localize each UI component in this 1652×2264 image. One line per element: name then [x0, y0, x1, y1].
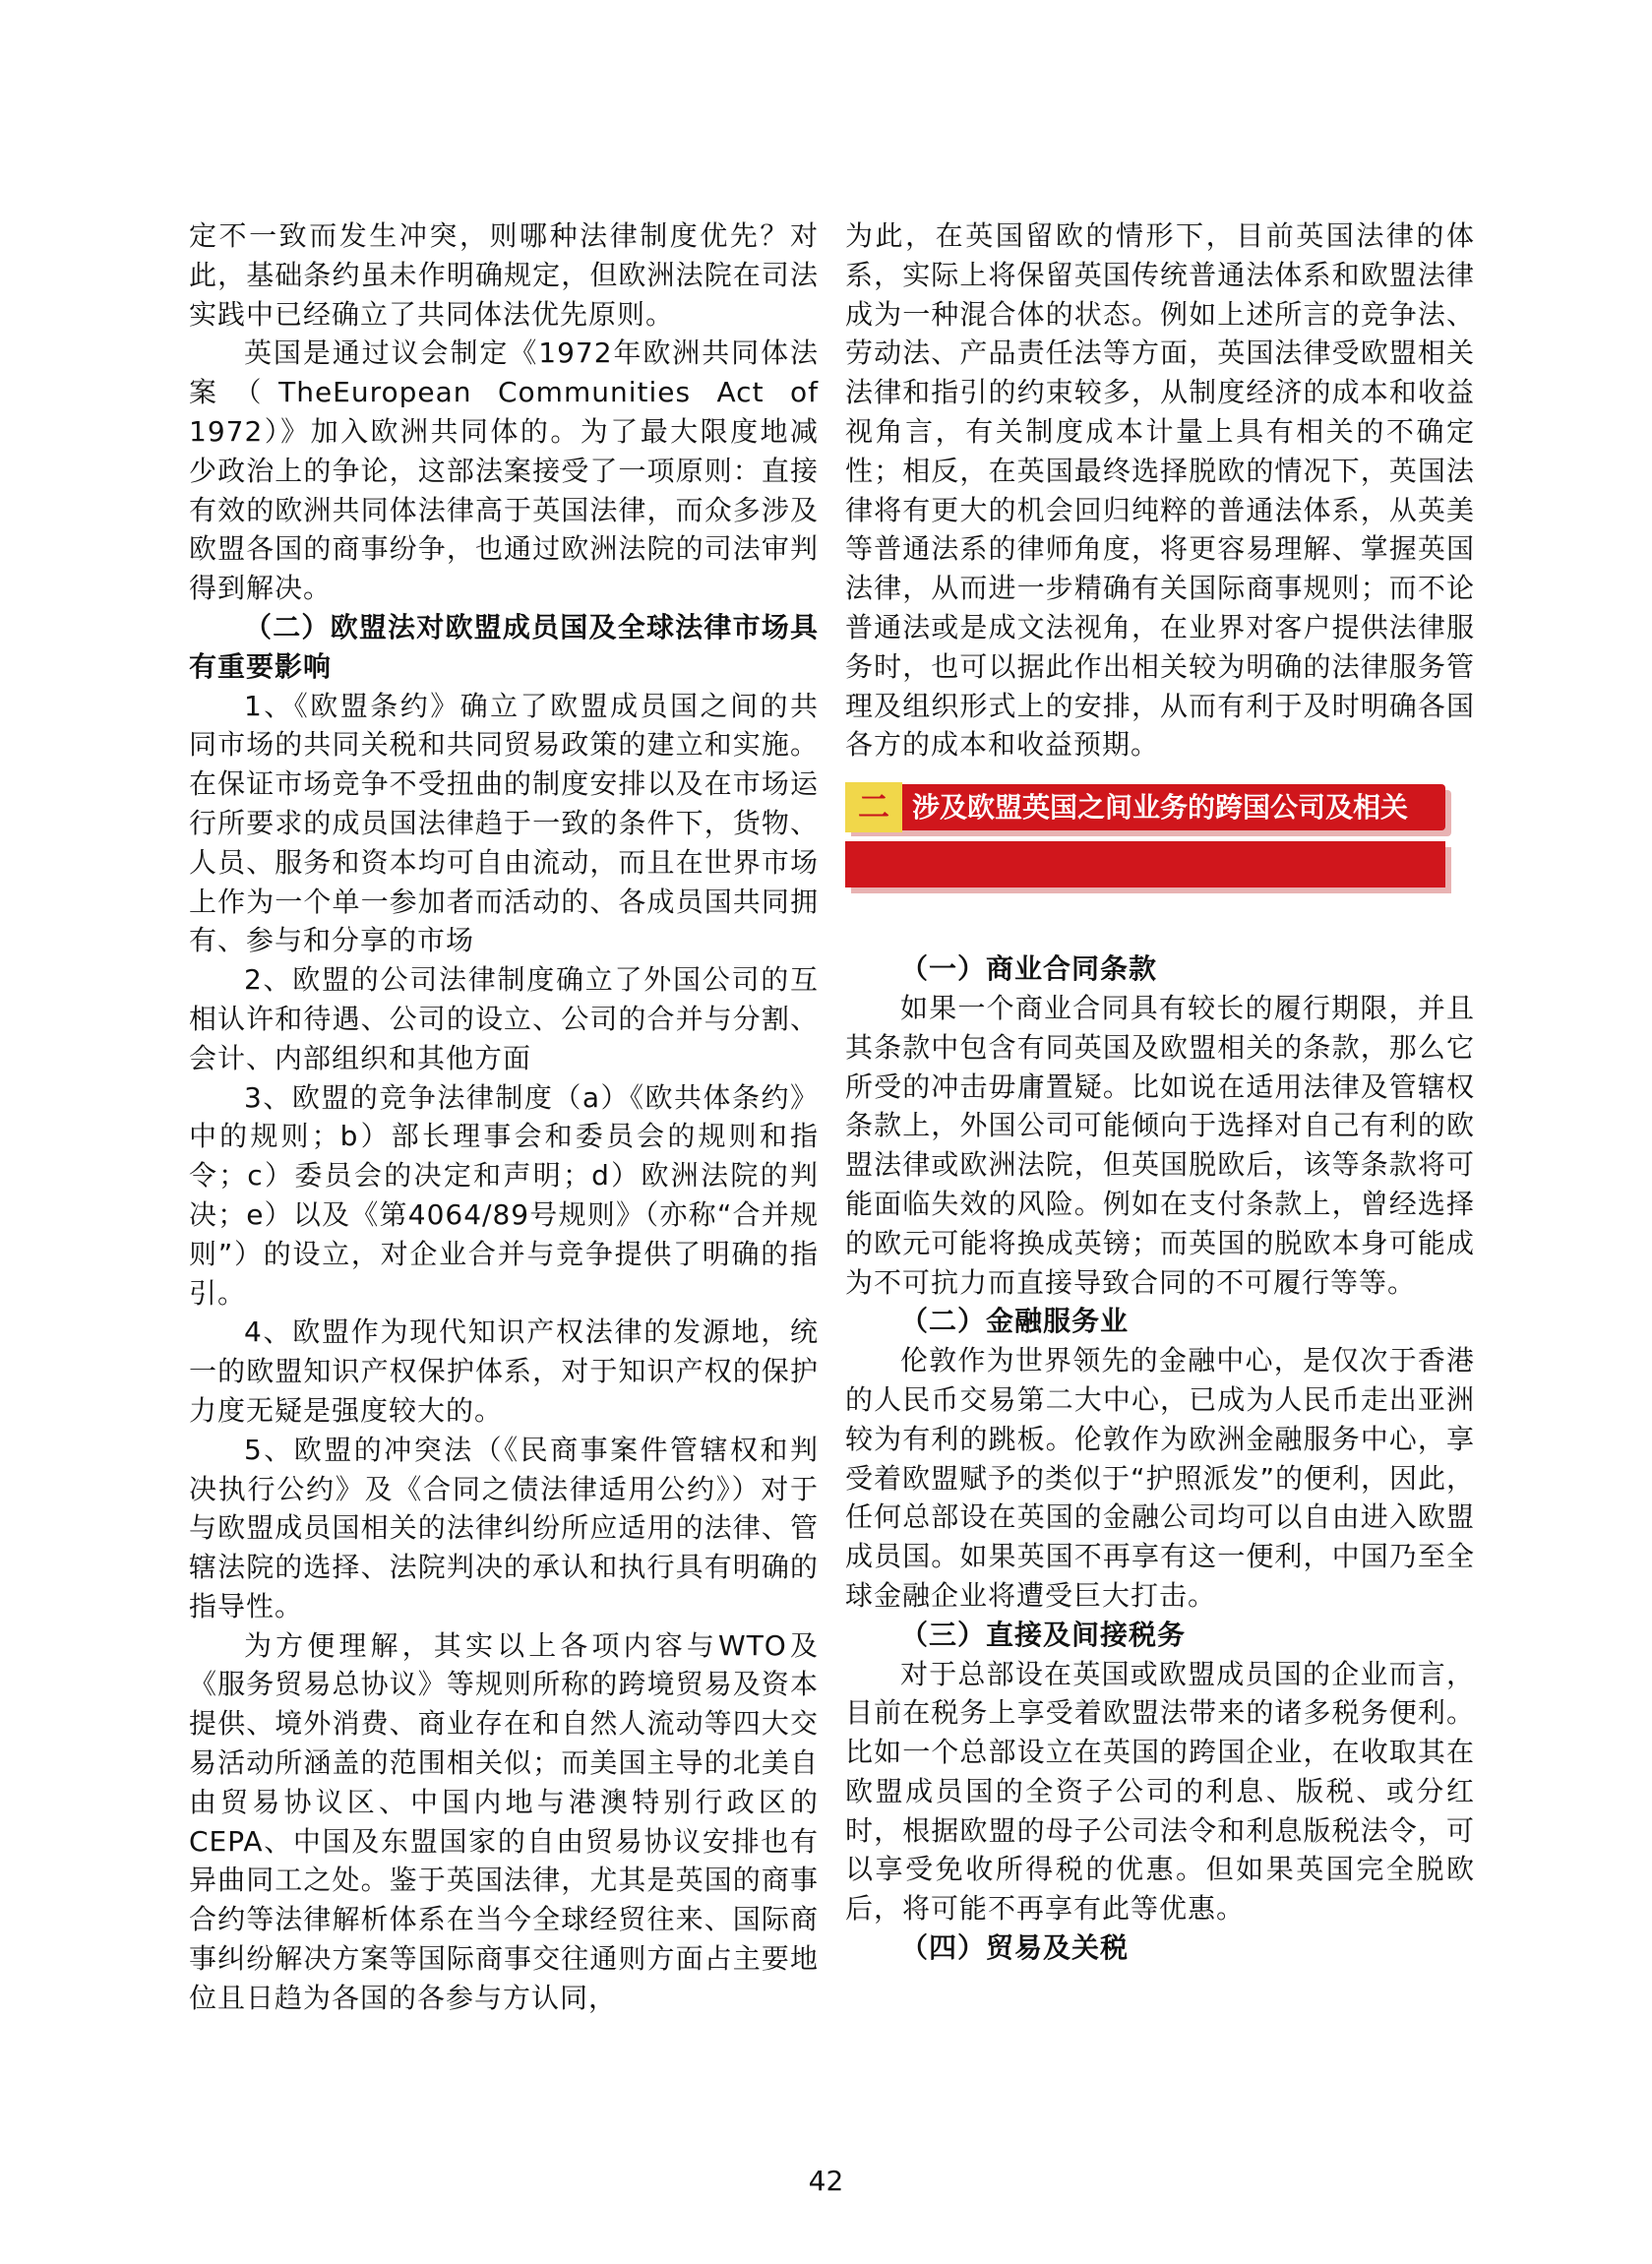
section-heading: （四）贸易及关税: [900, 1931, 1130, 1965]
section-heading: （一）商业合同条款: [900, 952, 1158, 986]
paragraph: 5、欧盟的冲突法（《民商事案件管辖权和判决执行公约》及《合同之债法律适用公约》）对于与欧盟成员国相关的法律纠纷所应适用的法律、管辖法院的选择、法院判决的承认和执行具有明确的指导性。: [189, 1433, 819, 1622]
paragraph: 如果一个商业合同具有较长的履行期限，并且其条款中包含有同英国及欧盟相关的条款，那么它所受的冲击毋庸置疑。比如说在适用法律及管辖权条款上，外国公司可能倾向于选择对自己有利的欧盟法律或欧洲法院，但英国脱欧后，该等条款将可能面临失效的风险。例如在支付条款上，曾经选择的欧元可能将换成英镑；而英国的脱欧本身可能成为不可抗力而直接导致合同的不可履行等等。: [845, 991, 1475, 1299]
paragraph: 英国是通过议会制定《1972年欧洲共同体法案（TheEuropean Communities Act of 1972）》加入欧洲共同体的。为了最大限度地减少政治上的争论，这部法案接受了一项原则：直接有效的欧洲共同体法律高于英国法律，而众多涉及欧盟各国的商事纷争，也通过欧洲法院的司法审判得到解决。: [189, 337, 819, 605]
section-heading: （二）金融服务业: [900, 1305, 1130, 1338]
paragraph: 2、欧盟的公司法律制度确立了外国公司的互相认许和待遇、公司的设立、公司的合并与分割、会计、内部组织和其他方面: [189, 963, 819, 1074]
banner-row-2: [845, 841, 1445, 939]
section-heading: （二）欧盟法对欧盟成员国及全球法律市场具有重要影响: [189, 610, 819, 683]
paragraph: 对于总部设在英国或欧盟成员国的企业而言，目前在税务上享受着欧盟法带来的诸多税务便利。比如一个总部设立在英国的跨国企业，在收取其在欧盟成员国的全资子公司的利息、版税、或分红时，根据欧盟的母子公司法令和利息版税法令，可以享受免收所得税的优惠。但如果英国完全脱欧后，将可能不再享有此等优惠。: [845, 1657, 1475, 1926]
banner-line-1: 涉及欧盟英国之间业务的跨国公司及相关: [912, 791, 1409, 825]
paragraph: 3、欧盟的竞争法律制度（a）《欧共体条约》中的规则；b）部长理事会和委员会的规则和指令；c）委员会的决定和声明；d）欧洲法院的判决；e）以及《第4064/89号规则》（亦称“合并规则”）的设立，对企业合并与竞争提供了明确的指引。: [189, 1080, 819, 1310]
right-column-bottom: [845, 949, 1475, 1968]
right-column-top: [845, 216, 1475, 765]
right-column: [845, 216, 1475, 1968]
banner-number: 二: [845, 782, 902, 832]
paragraph: 伦敦作为世界领先的金融中心，是仅次于香港的人民币交易第二大中心，已成为人民币走出亚洲较为有利的跳板。伦敦作为欧洲金融服务中心，享受着欧盟赋予的类似于“护照派发”的便利，因此，任何总部设在英国的金融公司均可以自由进入欧盟成员国。如果英国不再享有这一便利，中国乃至全球金融企业将遭受巨大打击。: [845, 1344, 1476, 1612]
paragraph: 为此，在英国留欧的情形下，目前英国法律的体系，实际上将保留英国传统普通法体系和欧盟法律成为一种混合体的状态。例如上述所言的竞争法、劳动法、产品责任法等方面，英国法律受欧盟相关法律和指引的约束较多，从制度经济的成本和收益视角言，有关制度成本计量上具有相关的不确定性；相反，在英国最终选择脱欧的情况下，英国法律将有更大的机会回归纯粹的普通法体系，从英美等普通法系的律师角度，将更容易理解、掌握英国法律，从而进一步精确有关国际商事规则；而不论普通法或是成文法视角，在业界对客户提供法律服务时，也可以据此作出相关较为明确的法律服务管理及组织形式上的安排，从而有利于及时明确各国各方的成本和收益预期。: [845, 219, 1475, 762]
paragraph: 4、欧盟作为现代知识产权法律的发源地，统一的欧盟知识产权保护体系，对于知识产权的保护力度无疑是强度较大的。: [189, 1316, 819, 1427]
paragraph: 为方便理解，其实以上各项内容与WTO及《服务贸易总协议》等规则所称的跨境贸易及资本提供、境外消费、商业存在和自然人流动等四大交易活动所涵盖的范围相关似；而美国主导的北美自由贸易协议区、中国内地与港澳特别行政区的CEPA、中国及东盟国家的自由贸易协议安排也有异曲同工之处。鉴于英国法律，尤其是英国的商事合约等法律解析体系在当今全球经贸往来、国际商事纠纷解决方案等国际商事交往通则方面占主要地位且日趋为各国的各参与方认同，: [189, 1628, 819, 2014]
paragraph: 1、《欧盟条约》确立了欧盟成员国之间的共同市场的共同关税和共同贸易政策的建立和实施。在保证市场竞争不受扭曲的制度安排以及在市场运行所要求的成员国法律趋于一致的条件下，货物、人员、服务和资本均可自由流动，而且在世界市场上作为一个单一参加者而活动的、各成员国共同拥有、参与和分享的市场: [189, 689, 819, 957]
section-heading: （三）直接及间接税务: [900, 1618, 1187, 1651]
paragraph: 定不一致而发生冲突，则哪种法律制度优先？对此，基础条约虽未作明确规定，但欧洲法院在司法实践中已经确立了共同体法优先原则。: [189, 219, 819, 331]
page-number: 42: [808, 2165, 844, 2197]
banner-row-1: [845, 784, 1445, 830]
left-column: [189, 216, 819, 2018]
banner-line-2: 跨国业务可能面临哪些法律风险？: [853, 905, 1267, 939]
section-banner: [845, 784, 1475, 939]
